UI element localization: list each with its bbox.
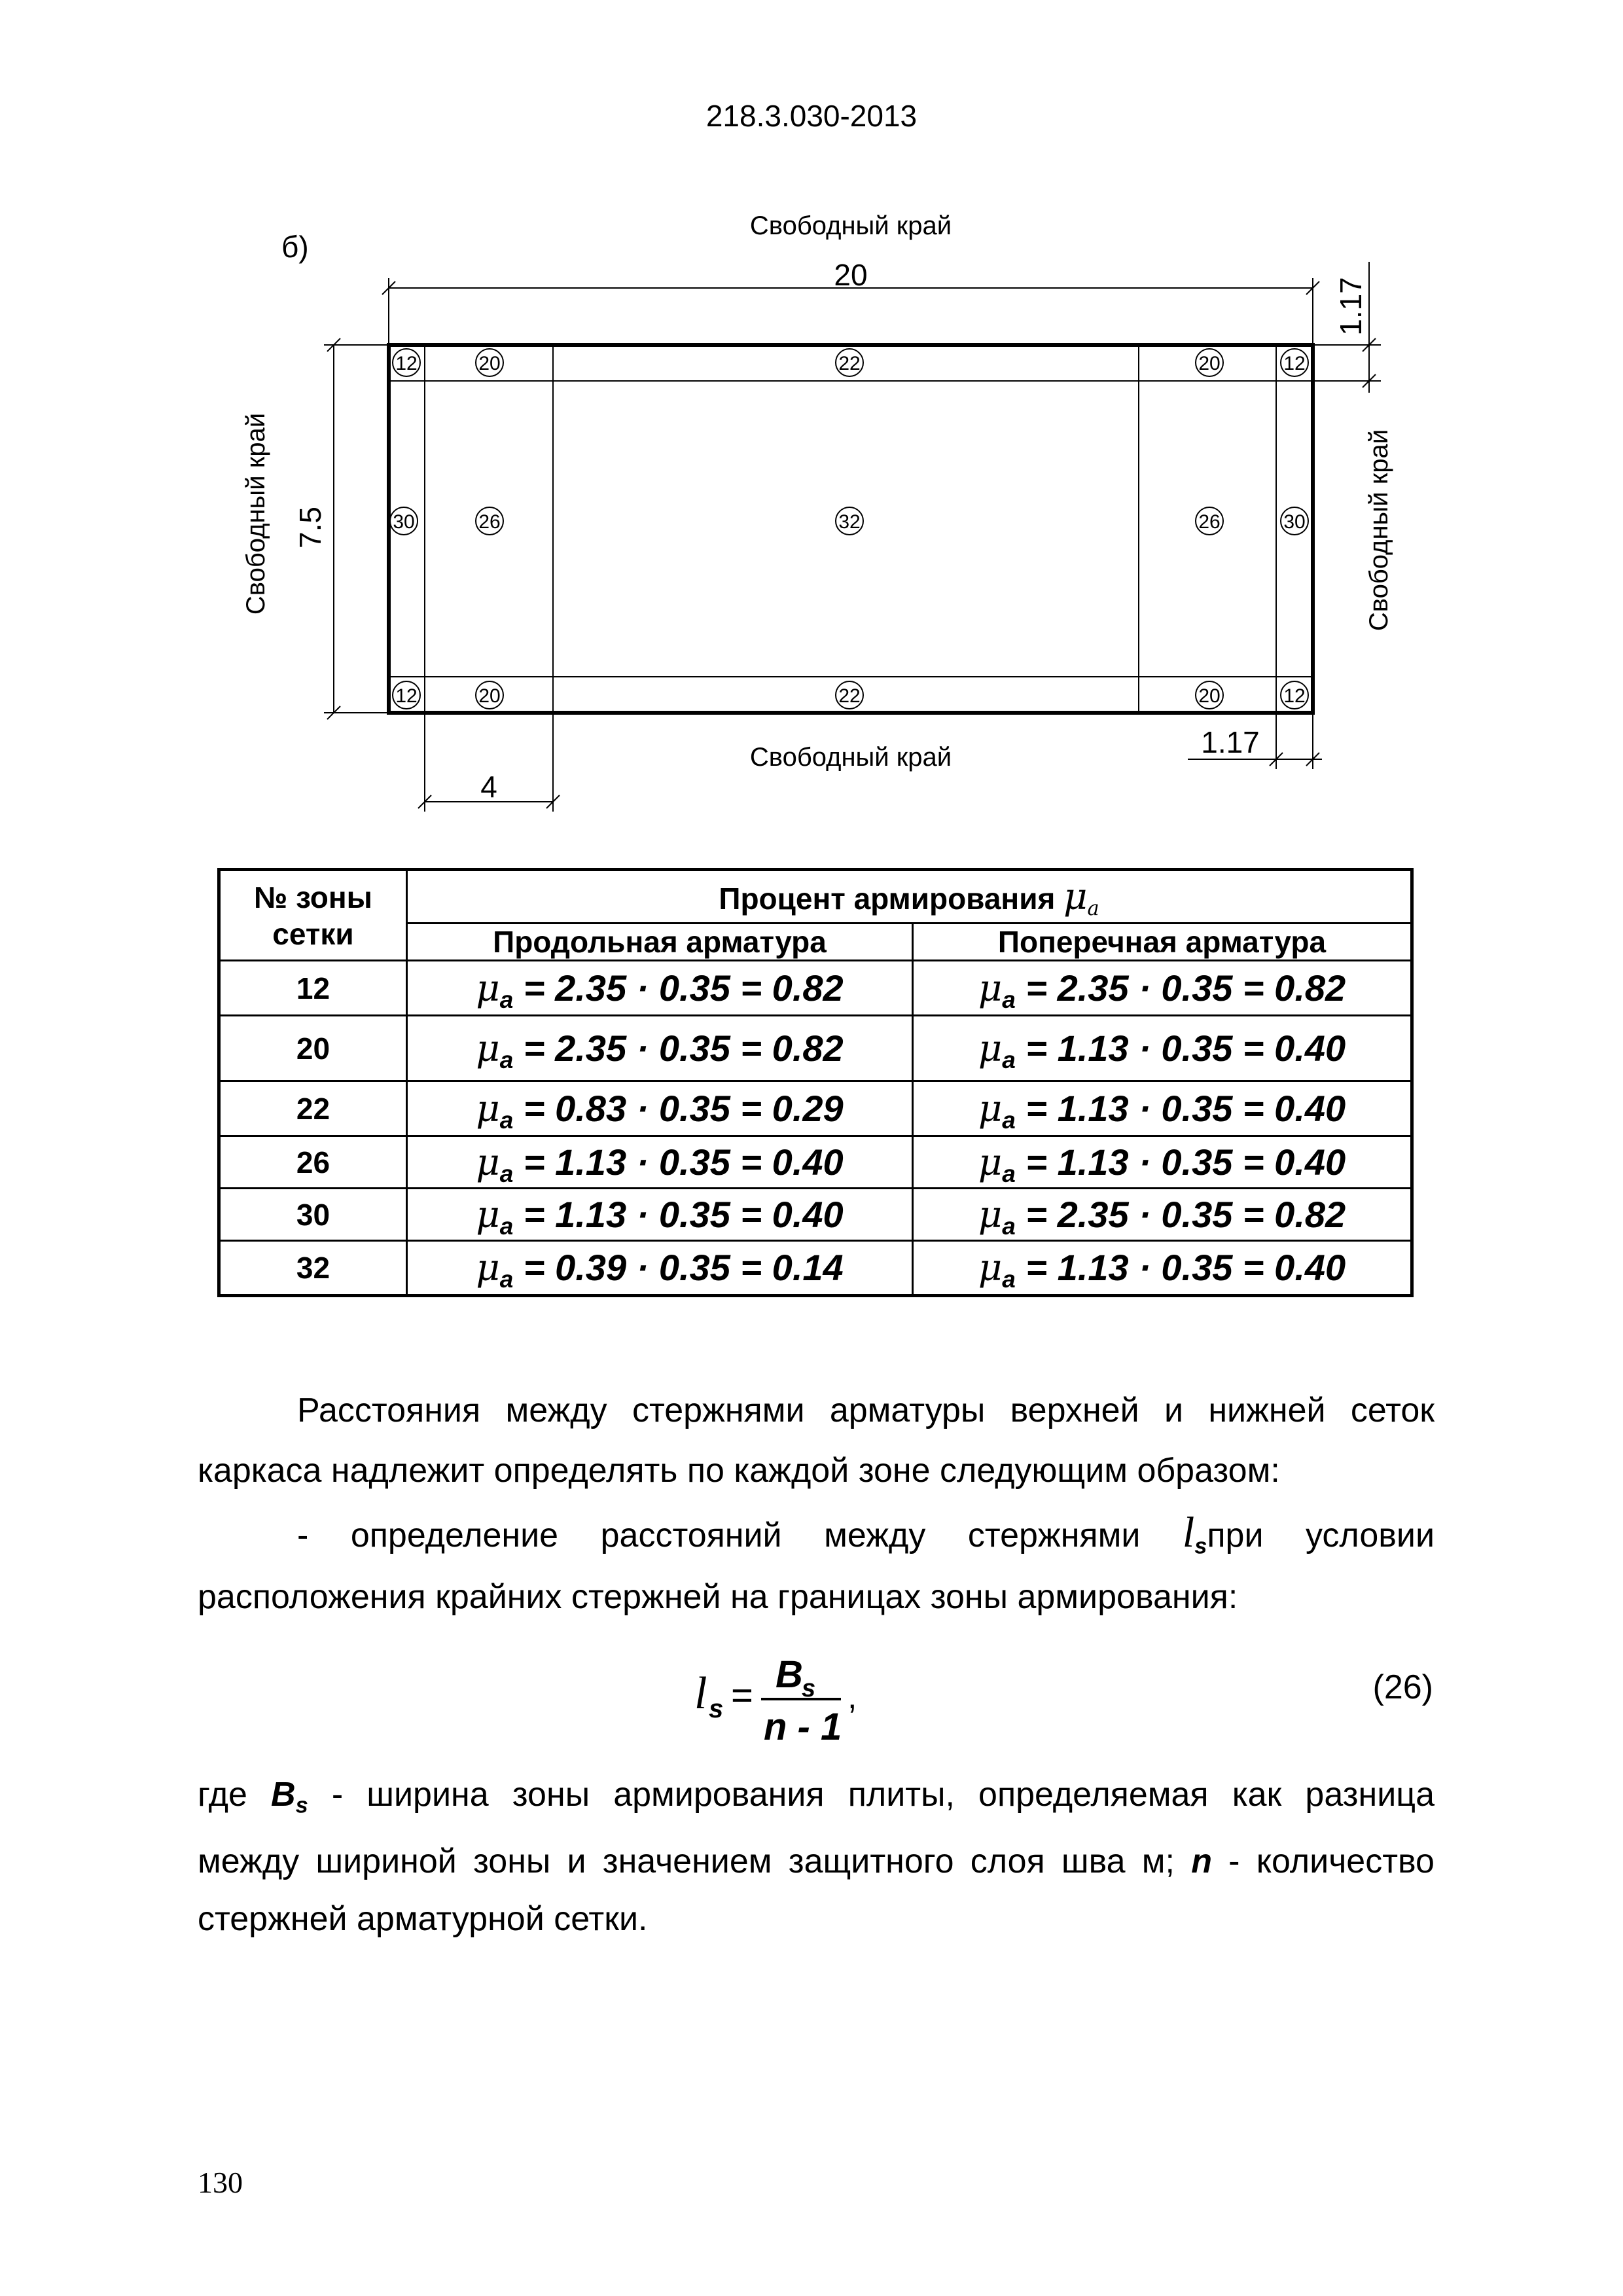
transverse-formula-cell (913, 961, 1412, 1016)
zone-marker-label: 20 (1198, 685, 1221, 707)
mu-symbol: μ (476, 1141, 500, 1184)
column-header-longitudinal: Продольная арматура (407, 924, 913, 961)
longitudinal-formula-cell (407, 1241, 913, 1296)
dimension-height-value: 7.5 (293, 507, 327, 548)
table-row (219, 1016, 1412, 1081)
formula-expression: = 2.35 · 0.35 = 0.82 (1015, 967, 1346, 1009)
table-row (219, 1136, 1412, 1189)
formula-expression: = 1.13 · 0.35 = 0.40 (513, 1141, 844, 1183)
longitudinal-formula-cell (407, 1136, 913, 1189)
zone-marker-label: 26 (478, 511, 501, 533)
formula-l-sub: s (709, 1695, 724, 1723)
section-label: б) (281, 230, 309, 264)
percent-header (407, 870, 1412, 924)
formula-equals: = (731, 1674, 753, 1717)
dimension-top-strip-value: 1.17 (1334, 277, 1368, 336)
mu-symbol: μ (978, 1027, 1003, 1070)
mu-symbol: μ (476, 1087, 500, 1130)
zone-marker-label: 26 (1198, 511, 1221, 533)
formula-expression: = 1.13 · 0.35 = 0.40 (1015, 1247, 1346, 1288)
zone-marker-label: 12 (1283, 685, 1306, 707)
mu-subscript: a (499, 1266, 514, 1293)
formula-expression: = 0.39 · 0.35 = 0.14 (513, 1247, 844, 1288)
formula-expression: = 1.13 · 0.35 = 0.40 (1015, 1087, 1346, 1129)
formula-expression: = 2.35 · 0.35 = 0.82 (1015, 1193, 1346, 1235)
paragraph-1-cont (198, 1437, 1435, 1505)
zone-marker-label: 30 (393, 511, 415, 533)
edge-label-bottom: Свободный край (749, 743, 952, 772)
table-row (219, 1241, 1412, 1296)
formula-numerator-sub: s (802, 1675, 816, 1702)
reinforcement-zone-diagram (0, 0, 1623, 851)
zone-marker-label: 12 (1283, 353, 1306, 374)
longitudinal-formula-cell (407, 1081, 913, 1136)
transverse-formula-cell (913, 1241, 1412, 1296)
transverse-formula-cell (913, 1189, 1412, 1241)
longitudinal-formula-cell (407, 1189, 913, 1241)
mu-subscript: a (499, 1160, 514, 1187)
zone-marker-label: 32 (838, 511, 861, 533)
zone-number-cell: 30 (219, 1189, 407, 1241)
zone-number-cell: 26 (219, 1136, 407, 1189)
zone-number-cell: 20 (219, 1016, 407, 1081)
mu-symbol: μ (978, 967, 1003, 1010)
Bs-subscript: s (295, 1793, 308, 1818)
ls-symbol: l (1182, 1509, 1195, 1556)
page-number: 130 (198, 2166, 243, 2199)
zone-marker-label: 22 (838, 685, 861, 707)
formula-26 (690, 1640, 926, 1751)
mu-subscript: a (499, 986, 514, 1013)
zone-marker-label: 20 (478, 353, 501, 374)
transverse-formula-cell (913, 1081, 1412, 1136)
table-row (219, 1189, 1412, 1241)
zone-number-cell: 22 (219, 1081, 407, 1136)
longitudinal-formula-cell (407, 1016, 913, 1081)
edge-label-right: Свободный край (1364, 429, 1393, 632)
mu-subscript: a (499, 1046, 514, 1073)
paragraph-1-line-1: Расстояния между стержнями арматуры верхней и нижней сеток (297, 1391, 1435, 1429)
formula-numerator-B: B (776, 1653, 803, 1696)
mu-symbol: μ (978, 1087, 1003, 1130)
paragraph-1-line-2: каркаса надлежит определять по каждой зоне следующим образом: (198, 1452, 1280, 1490)
percent-header-label: Процент армирования (719, 881, 1056, 916)
mu-subscript: a (1002, 1046, 1016, 1073)
Bs-symbol: B (271, 1776, 296, 1814)
mu-subscript: a (499, 1106, 514, 1134)
paragraph-2-text-b: при условии (1207, 1516, 1435, 1554)
formula-expression: = 0.83 · 0.35 = 0.29 (513, 1087, 844, 1129)
ls-subscript: s (1194, 1534, 1207, 1559)
mu-subscript: a (1002, 1212, 1016, 1240)
formula-comma: , (847, 1678, 857, 1716)
formula-expression: = 1.13 · 0.35 = 0.40 (1015, 1027, 1346, 1069)
transverse-formula-cell (913, 1016, 1412, 1081)
n-symbol: n (1191, 1842, 1212, 1880)
zone-header-line2: сетки (272, 916, 354, 951)
mu-symbol: μ (476, 1247, 500, 1289)
dimension-height (324, 338, 389, 719)
paragraph-2-cont (198, 1563, 1435, 1631)
dimension-width-value: 20 (834, 258, 868, 292)
paragraph-2-line-2: расположения крайних стержней на границах зоны армирования: (198, 1578, 1238, 1616)
longitudinal-formula-cell (407, 961, 913, 1016)
document-code: 218.3.030-2013 (705, 99, 918, 133)
table-row (219, 1081, 1412, 1136)
mu-symbol: μ (978, 1247, 1003, 1289)
formula-expression: = 1.13 · 0.35 = 0.40 (513, 1193, 844, 1235)
zone-header-line1: № зоны (254, 880, 372, 914)
mu-symbol: μ (1063, 875, 1088, 918)
formula-denominator: n - 1 (764, 1706, 842, 1748)
formula-l: l (694, 1668, 707, 1719)
zone-marker-label: 22 (838, 353, 861, 374)
mu-subscript: a (499, 1212, 514, 1240)
column-header-transverse: Поперечная арматура (913, 924, 1412, 961)
zone-marker-label: 30 (1283, 511, 1306, 533)
paragraph-3-where: где (198, 1776, 247, 1814)
mu-subscript: a (1002, 986, 1016, 1013)
mu-symbol: μ (476, 967, 500, 1010)
zone-number-cell: 32 (219, 1241, 407, 1296)
paragraph-3-text-b: - ширина зоны армирования плиты, определяемая как разница (331, 1776, 1435, 1814)
zone-header (219, 870, 407, 961)
mu-symbol: μ (978, 1141, 1003, 1184)
edge-label-top: Свободный край (749, 211, 952, 240)
paragraph-3-line-2-a: между шириной зоны и значением защитного слоя шва м; (198, 1842, 1175, 1880)
paragraph-3 (198, 1761, 1435, 1829)
zone-marker-label: 20 (478, 685, 501, 707)
zone-marker-label: 20 (1198, 353, 1221, 374)
edge-label-left: Свободный край (241, 412, 270, 615)
zone-number-cell: 12 (219, 961, 407, 1016)
zone-markers (390, 349, 1308, 709)
formula-expression: = 1.13 · 0.35 = 0.40 (1015, 1141, 1346, 1183)
mu-symbol: μ (978, 1193, 1003, 1236)
mu-subscript: a (1087, 897, 1099, 920)
paragraph-2-text-a: - определение расстояний между стержнями (297, 1516, 1141, 1554)
dimension-left-strip-value: 4 (480, 770, 497, 804)
paragraph-2 (198, 1499, 1435, 1570)
paragraph-3-line-3 (198, 1885, 1435, 1953)
paragraph-1 (198, 1376, 1435, 1444)
reinforcement-table (217, 868, 1414, 1297)
mu-subscript: a (1002, 1266, 1016, 1293)
transverse-formula-cell (913, 1136, 1412, 1189)
zone-marker-label: 12 (395, 685, 418, 707)
paragraph-3-line-2-b: - количество (1228, 1842, 1435, 1880)
mu-subscript: a (1002, 1106, 1016, 1134)
table-row (219, 961, 1412, 1016)
mu-subscript: a (1002, 1160, 1016, 1187)
formula-expression: = 2.35 · 0.35 = 0.82 (513, 967, 844, 1009)
zone-marker-label: 12 (395, 353, 418, 374)
mu-symbol: μ (476, 1027, 500, 1070)
formula-expression: = 2.35 · 0.35 = 0.82 (513, 1027, 844, 1069)
paragraph-3-line-3-text: стержней арматурной сетки. (198, 1900, 648, 1938)
equation-number: (26) (1372, 1668, 1433, 1706)
dimension-right-strip-value: 1.17 (1201, 725, 1260, 759)
mu-symbol: μ (476, 1193, 500, 1236)
